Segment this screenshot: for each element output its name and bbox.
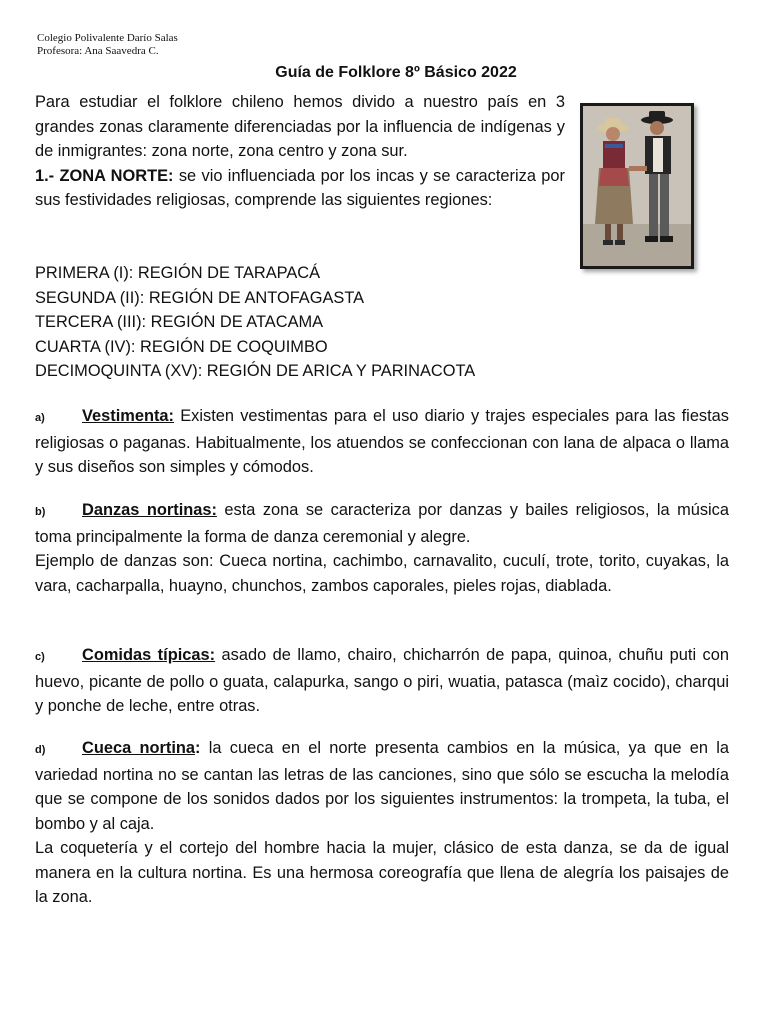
section-paragraph bbox=[35, 404, 729, 480]
intro-paragraph: Para estudiar el folklore chileno hemos divido a nuestro país en 3 grandes zonas claramente diferenciadas por la influencia de indígenas y de inmigrantes: zona norte, zona centro y zona sur. bbox=[35, 93, 565, 160]
region-item: CUARTA (IV): REGIÓN DE COQUIMBO bbox=[35, 337, 328, 356]
section-extra-paragraph: La coquetería y el cortejo del hombre hacia la mujer, clásico de esta danza, se da de igual manera en la cultura nortina. Es una hermosa coreografía que llena de alegría los paisajes de la zona. bbox=[35, 839, 729, 906]
section-danzas-nortinas bbox=[35, 498, 729, 598]
section-heading-colon: : bbox=[195, 739, 201, 757]
section-heading: Danzas nortinas: bbox=[82, 501, 217, 519]
school-name: Colegio Polivalente Darío Salas bbox=[37, 32, 178, 44]
dancers-photo bbox=[580, 103, 694, 269]
section-extra-paragraph: Ejemplo de danzas son: Cueca nortina, cachimbo, carnavalito, cuculí, trote, torito, cuyakas, la vara, cacharpalla, huayno, chunchos, zambos caporales, pieles rojas, diablada. bbox=[35, 552, 729, 595]
section-paragraph bbox=[35, 736, 729, 836]
section-text: Existen vestimentas para el uso diario y trajes especiales para las fiestas religiosas o paganas. Habitualmente, los atuendos se confeccionan con lana de alpaca o llama y sus diseños son simples y cómodos. bbox=[35, 407, 729, 476]
section-letter: b) bbox=[35, 506, 46, 518]
section-cueca-nortina bbox=[35, 736, 729, 910]
section-letter: a) bbox=[35, 412, 45, 424]
document-title bbox=[0, 64, 768, 82]
region-item: TERCERA (III): REGIÓN DE ATACAMA bbox=[35, 313, 324, 331]
zona-norte-paragraph bbox=[35, 164, 565, 213]
section-heading: Cueca nortina bbox=[82, 739, 196, 757]
section-paragraph bbox=[35, 643, 729, 719]
section-paragraph bbox=[35, 498, 729, 549]
title-text: Guía de Folklore 8º Básico 2022 bbox=[275, 64, 517, 81]
section-comidas-tipicas bbox=[35, 643, 729, 719]
section-letter: d) bbox=[35, 744, 46, 756]
section-text: la cueca en el norte presenta cambios en la música, ya que en la variedad nortina no se cantan las letras de las canciones, sino que sólo se escucha la melodía que se compone de los sonidos dados por los siguientes instrumentos: la trompeta, la tuba, el bombo y al caja. bbox=[35, 739, 729, 833]
regions-list bbox=[35, 261, 735, 384]
region-item: SEGUNDA (II): REGIÓN DE ANTOFAGASTA bbox=[35, 288, 365, 307]
dancers-illustration bbox=[583, 106, 691, 266]
section-heading: Comidas típicas: bbox=[82, 646, 216, 664]
intro-block bbox=[35, 90, 565, 213]
zona-norte-label: 1.- ZONA NORTE: bbox=[35, 166, 174, 185]
section-heading: Vestimenta: bbox=[82, 407, 175, 425]
section-letter: c) bbox=[35, 651, 45, 663]
section-text: esta zona se caracteriza por danzas y bailes religiosos, la música toma principalmente la forma de danza ceremonial y alegre. bbox=[35, 501, 729, 546]
teacher-name: Profesora: Ana Saavedra C. bbox=[37, 45, 159, 57]
document-header bbox=[37, 32, 178, 58]
section-vestimenta bbox=[35, 404, 729, 480]
region-item: DECIMOQUINTA (XV): REGIÓN DE ARICA Y PARINACOTA bbox=[35, 362, 476, 380]
zona-norte-text: se vio influenciada por los incas y se caracteriza por sus festividades religiosas, comprende las siguientes regiones: bbox=[35, 166, 565, 209]
region-item: PRIMERA (I): REGIÓN DE TARAPACÁ bbox=[35, 264, 321, 282]
section-text: asado de llamo, chairo, chicharrón de papa, quinoa, chuñu puti con huevo, picante de pollo o guata, calapurka, sango o piri, wuatia, patasca (maìz cocido), charqui y ponche de leche, entre otras. bbox=[35, 646, 729, 715]
